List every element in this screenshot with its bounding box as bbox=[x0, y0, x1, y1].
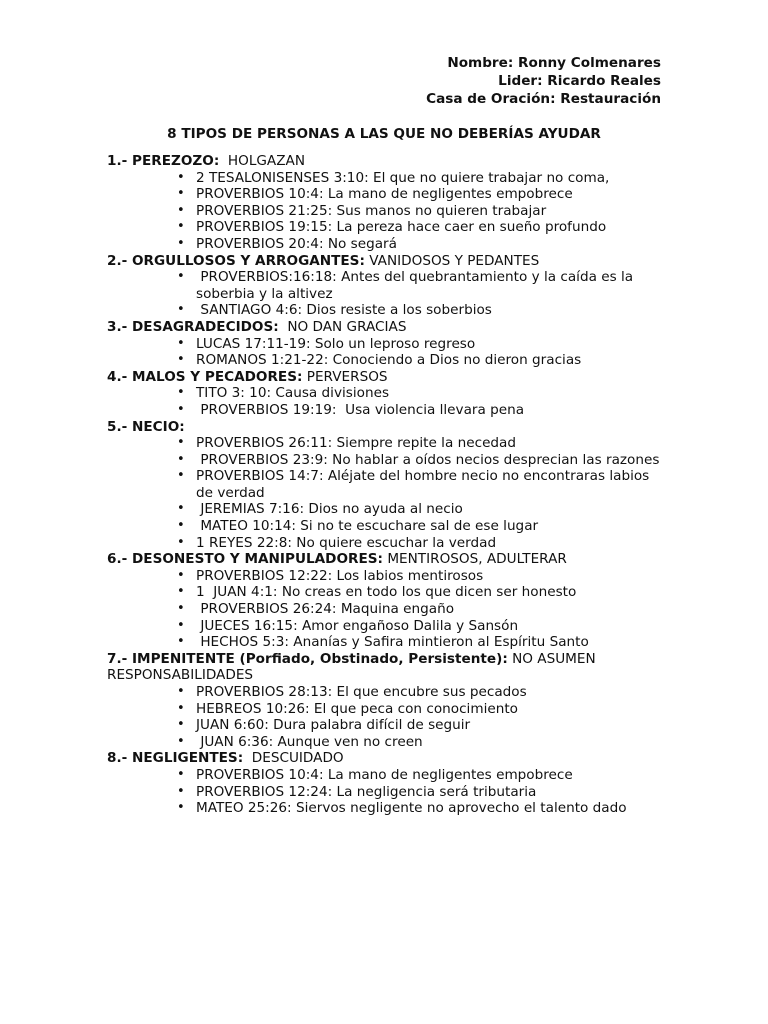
bullet-icon: • bbox=[177, 534, 185, 550]
section-7 bbox=[107, 651, 663, 751]
bullet-icon: • bbox=[177, 269, 185, 285]
reference-item bbox=[107, 601, 663, 618]
section-label: 1.- PEREZOZO: bbox=[107, 153, 220, 169]
reference-list bbox=[107, 385, 663, 418]
section-heading bbox=[107, 319, 663, 336]
section-3 bbox=[107, 319, 663, 369]
bullet-icon: • bbox=[177, 501, 185, 517]
reference-text: ROMANOS 1:21-22: Conociendo a Dios no dieron gracias bbox=[196, 352, 582, 369]
reference-text: PROVERBIOS 10:4: La mano de negligentes empobrece bbox=[196, 186, 573, 203]
reference-item bbox=[107, 684, 663, 701]
author-header bbox=[426, 54, 661, 108]
section-description: DESCUIDADO bbox=[243, 750, 344, 767]
section-1 bbox=[107, 153, 663, 253]
bullet-icon: • bbox=[177, 584, 185, 600]
reference-item bbox=[107, 385, 663, 402]
bullet-icon: • bbox=[177, 800, 185, 816]
reference-item bbox=[107, 584, 663, 601]
bullet-icon: • bbox=[177, 717, 185, 733]
reference-text: PROVERBIOS 21:25: Sus manos no quieren trabajar bbox=[196, 202, 547, 219]
author-name: Nombre: Ronny Colmenares bbox=[447, 55, 661, 71]
church-name: Casa de Oración: Restauración bbox=[426, 91, 661, 107]
bullet-icon: • bbox=[177, 617, 185, 633]
reference-text: 1 JUAN 4:1: No creas en todo los que dicen ser honesto bbox=[196, 584, 577, 601]
reference-item bbox=[107, 402, 663, 419]
reference-item bbox=[107, 302, 663, 319]
reference-text: PROVERBIOS 20:4: No segará bbox=[196, 235, 397, 252]
reference-text: MATEO 10:14: Si no te escuchare sal de ese lugar bbox=[196, 518, 539, 535]
reference-text: PROVERBIOS 19:19: Usa violencia llevara pena bbox=[196, 401, 525, 418]
reference-item bbox=[107, 269, 663, 302]
reference-text: 1 REYES 22:8: No quiere escuchar la verdad bbox=[196, 534, 497, 551]
bullet-icon: • bbox=[177, 219, 185, 235]
section-description: VANIDOSOS Y PEDANTES bbox=[364, 252, 540, 269]
document-body bbox=[107, 153, 663, 817]
bullet-icon: • bbox=[177, 235, 185, 251]
reference-list bbox=[107, 435, 663, 551]
document-title: 8 TIPOS DE PERSONAS A LAS QUE NO DEBERÍAS AYUDAR bbox=[167, 126, 601, 142]
bullet-icon: • bbox=[177, 684, 185, 699]
section-label: 8.- NEGLIGENTES: bbox=[107, 750, 244, 767]
bullet-icon: • bbox=[177, 401, 185, 417]
reference-item bbox=[107, 186, 663, 203]
reference-item bbox=[107, 452, 663, 469]
bullet-icon: • bbox=[177, 451, 185, 467]
section-label: 6.- DESONESTO Y MANIPULADORES: bbox=[107, 551, 383, 568]
reference-list bbox=[107, 767, 663, 817]
reference-item bbox=[107, 203, 663, 220]
reference-item bbox=[107, 800, 663, 817]
section-heading bbox=[107, 153, 663, 170]
reference-item bbox=[107, 236, 663, 253]
section-description: NO DAN GRACIAS bbox=[278, 318, 407, 335]
bullet-icon: • bbox=[177, 385, 185, 401]
reference-item bbox=[107, 352, 663, 369]
bullet-icon: • bbox=[177, 186, 185, 202]
bullet-icon: • bbox=[177, 352, 185, 368]
bullet-icon: • bbox=[177, 634, 185, 650]
section-heading bbox=[107, 750, 663, 767]
section-description: NO ASUMEN RESPONSABILIDADES bbox=[107, 650, 600, 684]
reference-list bbox=[107, 336, 663, 369]
reference-item bbox=[107, 501, 663, 518]
bullet-icon: • bbox=[177, 601, 185, 617]
section-2 bbox=[107, 253, 663, 319]
reference-item bbox=[107, 618, 663, 635]
reference-item bbox=[107, 518, 663, 535]
reference-list bbox=[107, 568, 663, 651]
reference-text: PROVERBIOS 26:24: Maquina engaño bbox=[196, 601, 455, 618]
section-label: 4.- MALOS Y PECADORES: bbox=[107, 368, 303, 385]
bullet-icon: • bbox=[177, 169, 185, 185]
bullet-icon: • bbox=[177, 468, 185, 484]
reference-item bbox=[107, 717, 663, 734]
bullet-icon: • bbox=[177, 567, 185, 583]
reference-text: LUCAS 17:11-19: Solo un leproso regreso bbox=[196, 335, 476, 352]
section-8 bbox=[107, 750, 663, 816]
reference-text: PROVERBIOS:16:18: Antes del quebrantamiento y la caída es la soberbia y la altivez bbox=[196, 269, 638, 302]
reference-item bbox=[107, 435, 663, 452]
bullet-icon: • bbox=[177, 783, 185, 799]
section-heading bbox=[107, 651, 663, 684]
bullet-icon: • bbox=[177, 700, 185, 716]
section-description: HOLGAZAN bbox=[219, 153, 306, 169]
reference-item bbox=[107, 701, 663, 718]
reference-text: JEREMIAS 7:16: Dios no ayuda al necio bbox=[196, 501, 463, 518]
reference-text: TITO 3: 10: Causa divisiones bbox=[196, 385, 390, 402]
reference-text: HEBREOS 10:26: El que peca con conocimiento bbox=[196, 700, 518, 717]
reference-list bbox=[107, 684, 663, 750]
section-label: 7.- IMPENITENTE (Porfiado, Obstinado, Persistente): bbox=[107, 650, 508, 667]
bullet-icon: • bbox=[177, 302, 185, 318]
reference-item bbox=[107, 568, 663, 585]
reference-text: MATEO 25:26: Siervos negligente no aprovecho el talento dado bbox=[196, 800, 627, 817]
reference-text: HECHOS 5:3: Ananías y Safira mintieron al Espíritu Santo bbox=[196, 634, 589, 651]
reference-text: PROVERBIOS 19:15: La pereza hace caer en sueño profundo bbox=[196, 219, 607, 236]
section-description: PERVERSOS bbox=[302, 368, 388, 385]
reference-text: PROVERBIOS 28:13: El que encubre sus pecados bbox=[196, 684, 527, 700]
section-6 bbox=[107, 551, 663, 651]
section-heading bbox=[107, 253, 663, 270]
section-heading bbox=[107, 369, 663, 386]
bullet-icon: • bbox=[177, 435, 185, 451]
leader-name: Lider: Ricardo Reales bbox=[498, 73, 661, 89]
section-5 bbox=[107, 419, 663, 552]
bullet-icon: • bbox=[177, 335, 185, 351]
reference-list bbox=[107, 269, 663, 319]
reference-item bbox=[107, 170, 663, 187]
section-label: 2.- ORGULLOSOS Y ARROGANTES: bbox=[107, 252, 365, 269]
reference-text: 2 TESALONISENSES 3:10: El que no quiere trabajar no coma, bbox=[196, 169, 610, 186]
bullet-icon: • bbox=[177, 733, 185, 749]
reference-text: JUAN 6:36: Aunque ven no creen bbox=[196, 733, 423, 750]
reference-text: PROVERBIOS 26:11: Siempre repite la necedad bbox=[196, 435, 517, 452]
bullet-icon: • bbox=[177, 766, 185, 782]
reference-item bbox=[107, 784, 663, 801]
section-4 bbox=[107, 369, 663, 419]
section-label: 5.- NECIO: bbox=[107, 418, 185, 435]
reference-text: SANTIAGO 4:6: Dios resiste a los soberbios bbox=[196, 302, 492, 319]
reference-item bbox=[107, 734, 663, 751]
section-description: MENTIROSOS, ADULTERAR bbox=[383, 551, 567, 568]
reference-text: PROVERBIOS 12:22: Los labios mentirosos bbox=[196, 567, 484, 584]
reference-text: JUECES 16:15: Amor engañoso Dalila y Sansón bbox=[196, 617, 519, 634]
reference-item bbox=[107, 468, 663, 501]
reference-list bbox=[107, 170, 663, 253]
reference-item bbox=[107, 634, 663, 651]
reference-item bbox=[107, 767, 663, 784]
section-label: 3.- DESAGRADECIDOS: bbox=[107, 318, 279, 335]
reference-text: PROVERBIOS 10:4: La mano de negligentes empobrece bbox=[196, 766, 573, 783]
section-heading bbox=[107, 419, 663, 436]
bullet-icon: • bbox=[177, 518, 185, 534]
reference-text: PROVERBIOS 12:24: La negligencia será tributaria bbox=[196, 783, 537, 800]
reference-text: JUAN 6:60: Dura palabra difícil de seguir bbox=[196, 717, 471, 734]
reference-item bbox=[107, 336, 663, 353]
section-heading bbox=[107, 551, 663, 568]
reference-item bbox=[107, 219, 663, 236]
reference-text: PROVERBIOS 23:9: No hablar a oídos necios desprecian las razones bbox=[196, 451, 660, 468]
bullet-icon: • bbox=[177, 202, 185, 218]
reference-text: PROVERBIOS 14:7: Aléjate del hombre necio no encontraras labios de verdad bbox=[196, 468, 654, 501]
reference-item bbox=[107, 535, 663, 552]
